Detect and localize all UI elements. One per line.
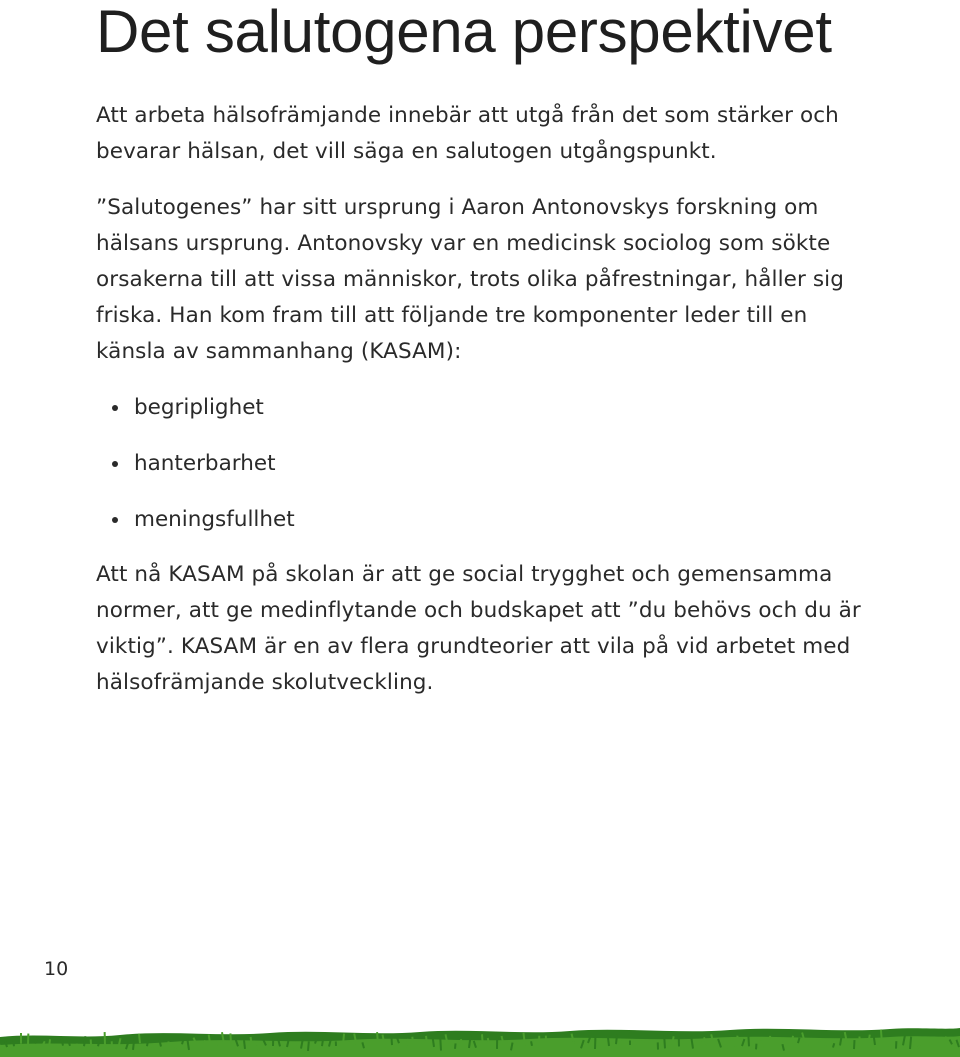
grass-blade [881, 1030, 882, 1043]
grass-blade [391, 1036, 392, 1045]
grass-blade [531, 1041, 532, 1046]
kasam-components-list [112, 390, 295, 558]
list-item-label: hanterbarhet [134, 451, 276, 476]
grass-blade [98, 1042, 99, 1046]
grass-blade [923, 1038, 924, 1047]
bullet-icon [112, 405, 118, 411]
intro-text: Att arbeta hälsofrämjande innebär att utgå från det som stärker och bevarar hälsan, det vill säga en salutogen utgångspunkt. [96, 103, 839, 164]
intro-paragraph [96, 98, 876, 170]
grass-blade [874, 1037, 875, 1045]
grass-blade [426, 1036, 427, 1045]
list-item [112, 446, 295, 502]
grass-blade [343, 1034, 344, 1045]
grass-blade [371, 1043, 372, 1050]
grass-blade [945, 1036, 946, 1043]
grass-blade [49, 1039, 50, 1047]
grass-blade [937, 1039, 938, 1044]
grass-border-decoration [0, 1023, 960, 1057]
grass-blade [13, 1036, 14, 1046]
grass-blade [412, 1037, 413, 1045]
grass-blade [230, 1033, 231, 1043]
grass-blade [819, 1041, 820, 1047]
list-item [112, 502, 295, 558]
grass-blade [608, 1036, 609, 1046]
grass-blade [119, 1038, 120, 1045]
grass-blade [777, 1047, 778, 1051]
grass-blade [308, 1041, 309, 1050]
list-item-label: meningsfullhet [134, 507, 295, 532]
grass-blade [139, 1034, 140, 1044]
conclusion-paragraph [96, 557, 876, 701]
bullet-icon [112, 461, 118, 467]
list-item [112, 390, 295, 446]
grass-blade [616, 1034, 617, 1044]
grass-blade [833, 1043, 834, 1047]
grass-blade [209, 1034, 210, 1043]
grass-blade [147, 1040, 148, 1046]
bullet-icon [112, 517, 118, 523]
grass-blade [455, 1043, 456, 1048]
grass-blade [349, 1041, 350, 1047]
grass-blade [440, 1038, 441, 1051]
grass-blade [168, 1041, 169, 1050]
grass-blade [798, 1038, 799, 1043]
grass-blade [910, 1037, 911, 1049]
grass-blade [251, 1037, 252, 1048]
grass-blade [244, 1040, 245, 1049]
conclusion-text: Att nå KASAM på skolan är att ge social trygghet och gemensamma normer, att ge medinflytande och budskapet att ”du behövs och du är viktig”. KASAM är en av flera grundteorier att vila på vid arbetet med hälsofrämjande skolutveckling. [96, 562, 861, 695]
grass-blade [377, 1032, 378, 1044]
page-number: 10 [44, 958, 69, 980]
list-item-label: begriplighet [134, 395, 264, 420]
grass-blade [664, 1035, 665, 1048]
grass-blade [482, 1034, 483, 1048]
grass-blade [461, 1039, 462, 1046]
origin-paragraph [96, 190, 876, 370]
grass-blade [602, 1041, 603, 1045]
grass-blade [182, 1040, 183, 1044]
origin-text: ”Salutogenes” har sitt ursprung i Aaron Antonovskys forskning om hälsans ursprung. Antonovsky var en medicinsk sociolog som sökte orsakerna till att vissa människor, trots olika påfrestningar, håller sig friska. Han kom fram till att följande tre komponenter leder till en känsla av sammanhang (KASAM): [96, 195, 844, 364]
page-title: Det salutogena perspektivet [96, 0, 832, 65]
grass-blade [748, 1034, 749, 1047]
